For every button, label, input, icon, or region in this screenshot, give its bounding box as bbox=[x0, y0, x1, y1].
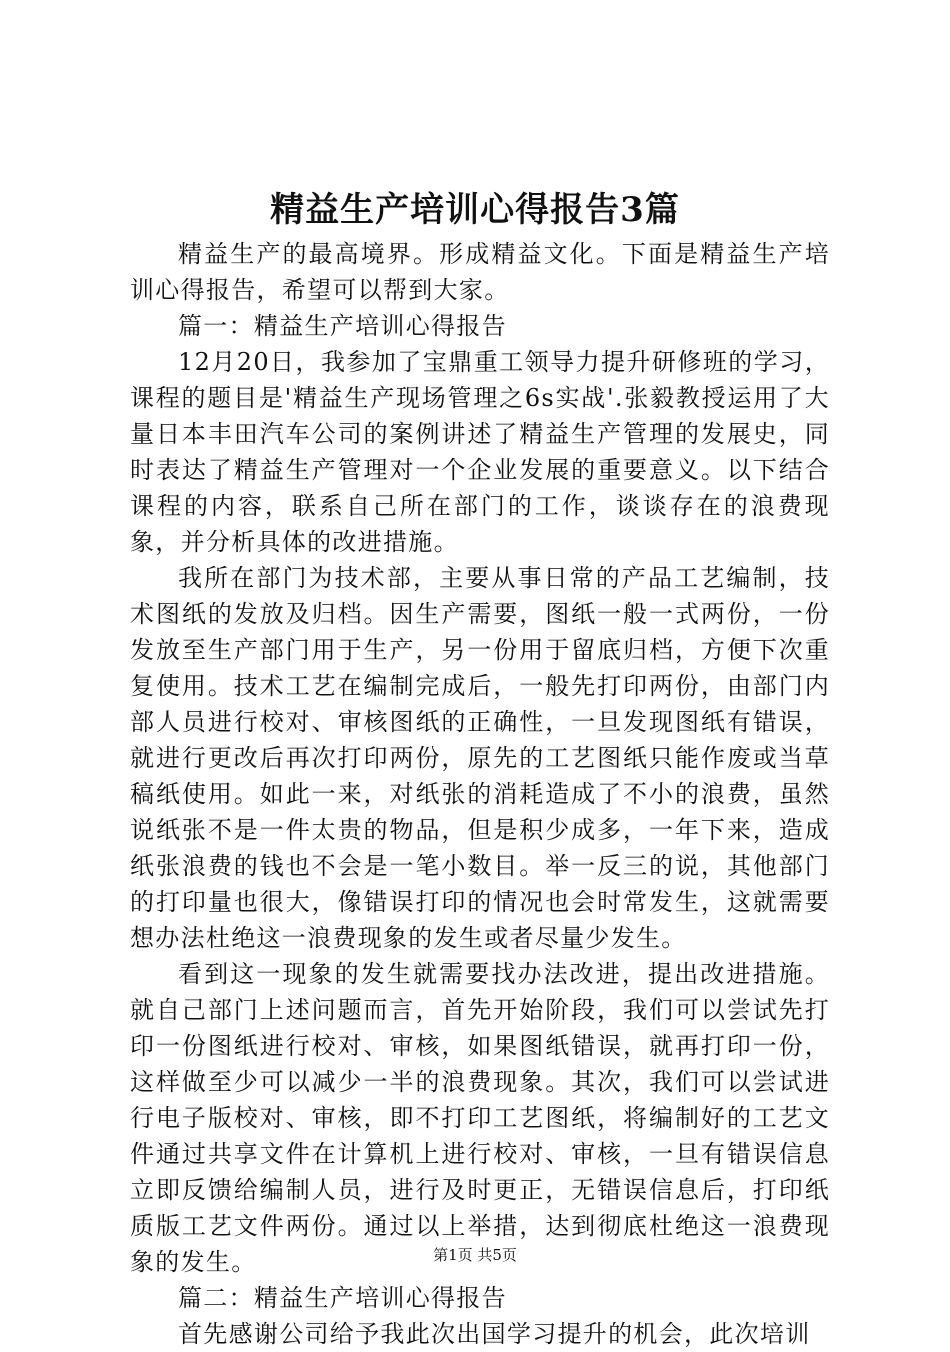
paragraph-intro: 精益生产的最高境界。形成精益文化。下面是精益生产培训心得报告，希望可以帮到大家。 bbox=[130, 240, 830, 304]
section-heading-2: 篇二：精益生产培训心得报告 bbox=[178, 1284, 507, 1312]
document-body bbox=[130, 236, 830, 1352]
paragraph-4: 首先感谢公司给予我此次出国学习提升的机会，此次培训 bbox=[178, 1320, 811, 1348]
section-heading-1: 篇一：精益生产培训心得报告 bbox=[178, 312, 507, 340]
paragraph-2: 我所在部门为技术部，主要从事日常的产品工艺编制，技术图纸的发放及归档。因生产需要，图纸一般一式两份，一份发放至生产部门用于生产，另一份用于留底归档，方便下次重复使用。技术工艺在编制完成后，一般先打印两份，由部门内部人员进行校对、审核图纸的正确性，一旦发现图纸有错误，就进行更改后再次打印两份，原先的工艺图纸只能作废或当草稿纸使用。如此一来，对纸张的消耗造成了不小的浪费，虽然说纸张不是一件太贵的物品，但是积少成多，一年下来，造成纸张浪费的钱也不会是一笔小数目。举一反三的说，其他部门的打印量也很大，像错误打印的情况也会时常发生，这就需要想办法杜绝这一浪费现象的发生或者尽量少发生。 bbox=[130, 564, 830, 952]
paragraph-1: 12月20日，我参加了宝鼎重工领导力提升研修班的学习，课程的题目是'精益生产现场管理之6s实战'.张毅教授运用了大量日本丰田汽车公司的案例讲述了精益生产管理的发展史，同时表达了精益生产管理对一个企业发展的重要意义。以下结合课程的内容，联系自己所在部门的工作，谈谈存在的浪费现象，并分析具体的改进措施。 bbox=[130, 348, 830, 556]
paragraph-3: 看到这一现象的发生就需要找办法改进，提出改进措施。就自己部门上述问题而言，首先开始阶段，我们可以尝试先打印一份图纸进行校对、审核，如果图纸错误，就再打印一份，这样做至少可以减少一半的浪费现象。其次，我们可以尝试进行电子版校对、审核，即不打印工艺图纸，将编制好的工艺文件通过共享文件在计算机上进行校对、审核，一旦有错误信息立即反馈给编制人员，进行及时更正，无错误信息后，打印纸质版工艺文件两份。通过以上举措，达到彻底杜绝这一浪费现象的发生。 bbox=[130, 960, 830, 1276]
document-title: 精益生产培训心得报告3篇 bbox=[270, 190, 680, 230]
page-footer: 第1页 共5页 bbox=[433, 1246, 517, 1264]
